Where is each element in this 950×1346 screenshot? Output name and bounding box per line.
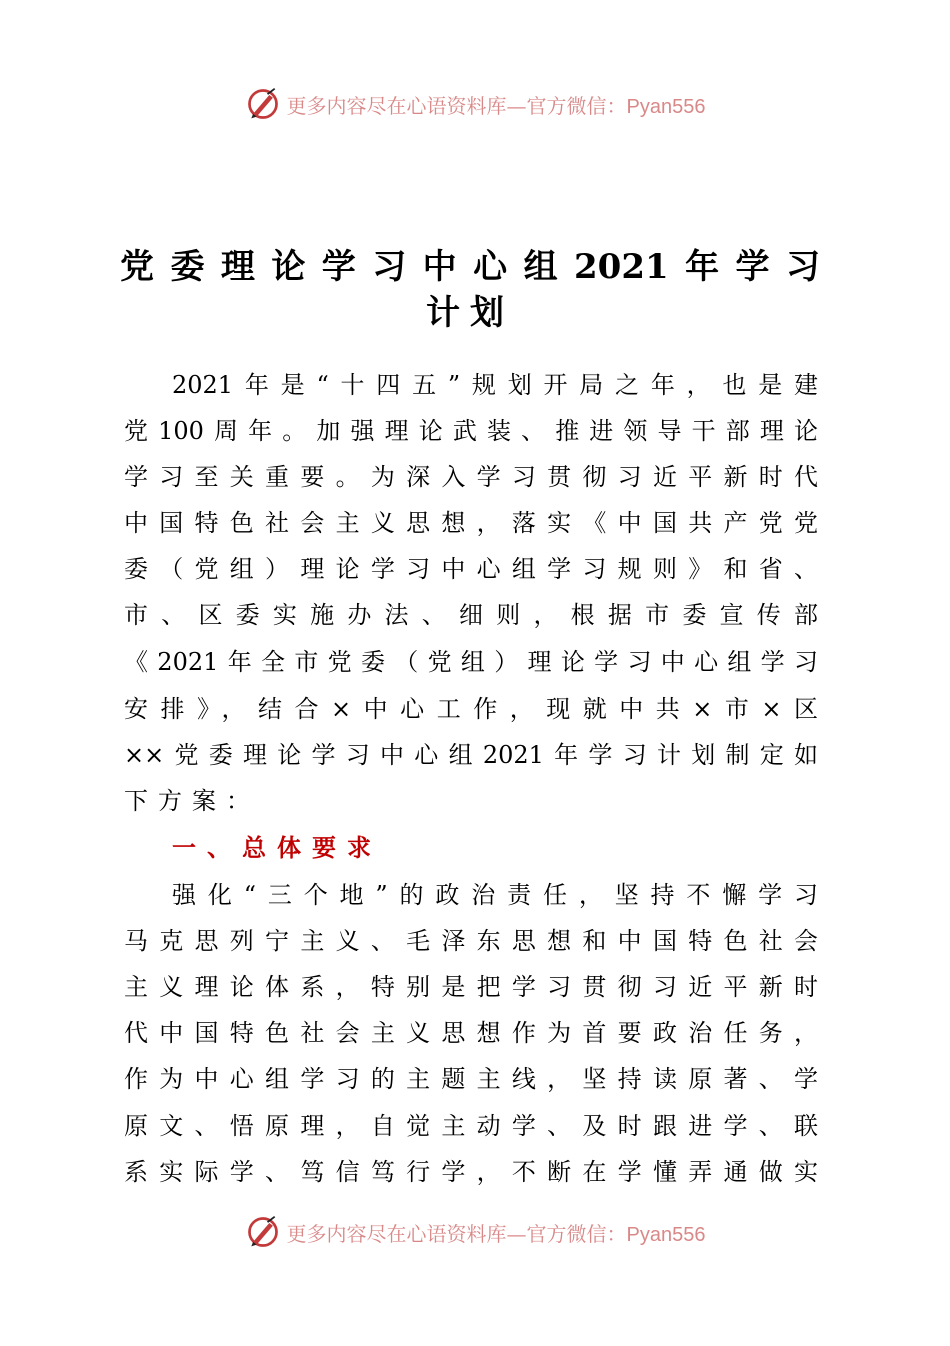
pen-logo-icon — [245, 86, 281, 122]
body-line: 强化“三个地”的政治责任，坚持不懈学习 — [172, 881, 818, 909]
header-watermark — [0, 84, 950, 124]
section-heading-general-requirements: 一、总体要求 — [172, 833, 382, 862]
watermark-text: 更多内容尽在心语资料库—官方微信：Pyan556 — [286, 93, 706, 118]
document-title-line-2: 计划 — [426, 293, 514, 333]
document-title-line-1: 党委理论学习中心组2021年学习 — [120, 247, 820, 287]
intro-line: 市、区委实施办法、细则，根据市委宣传部 — [124, 601, 818, 629]
body-line: 作为中心组学习的主题主线，坚持读原著、学 — [124, 1065, 818, 1093]
watermark-wechat-id: Pyan556 — [626, 95, 706, 118]
body-line: 主义理论体系，特别是把学习贯彻习近平新时 — [124, 973, 818, 1001]
body-line: 系实际学、笃信笃行学，不断在学懂弄通做实 — [124, 1158, 818, 1186]
watermark-text: 更多内容尽在心语资料库—官方微信：Pyan556 — [286, 1221, 706, 1246]
watermark-wechat-id: Pyan556 — [626, 1223, 706, 1246]
body-line: 代中国特色社会主义思想作为首要政治任务， — [124, 1019, 818, 1047]
intro-line: 中国特色社会主义思想，落实《中国共产党党 — [124, 509, 818, 537]
intro-line: 党100周年。加强理论武装、推进领导干部理论 — [124, 417, 818, 445]
intro-line: 下方案： — [124, 787, 260, 815]
intro-line: 学习至关重要。为深入学习贯彻习近平新时代 — [124, 463, 818, 491]
intro-line: 2021年是“十四五”规划开局之年，也是建 — [172, 371, 818, 399]
footer-watermark — [0, 1212, 950, 1252]
intro-line: 委（党组）理论学习中心组学习规则》和省、 — [124, 555, 818, 583]
intro-line: 安排》，结合×中心工作，现就中共×市×区 — [124, 695, 818, 723]
pen-logo-icon — [245, 1214, 281, 1250]
intro-line: 《2021年全市党委（党组）理论学习中心组学习 — [124, 648, 818, 676]
body-line: 马克思列宁主义、毛泽东思想和中国特色社会 — [124, 927, 818, 955]
body-line: 原文、悟原理，自觉主动学、及时跟进学、联 — [124, 1112, 818, 1140]
intro-line: ××党委理论学习中心组2021年学习计划制定如 — [124, 741, 818, 769]
